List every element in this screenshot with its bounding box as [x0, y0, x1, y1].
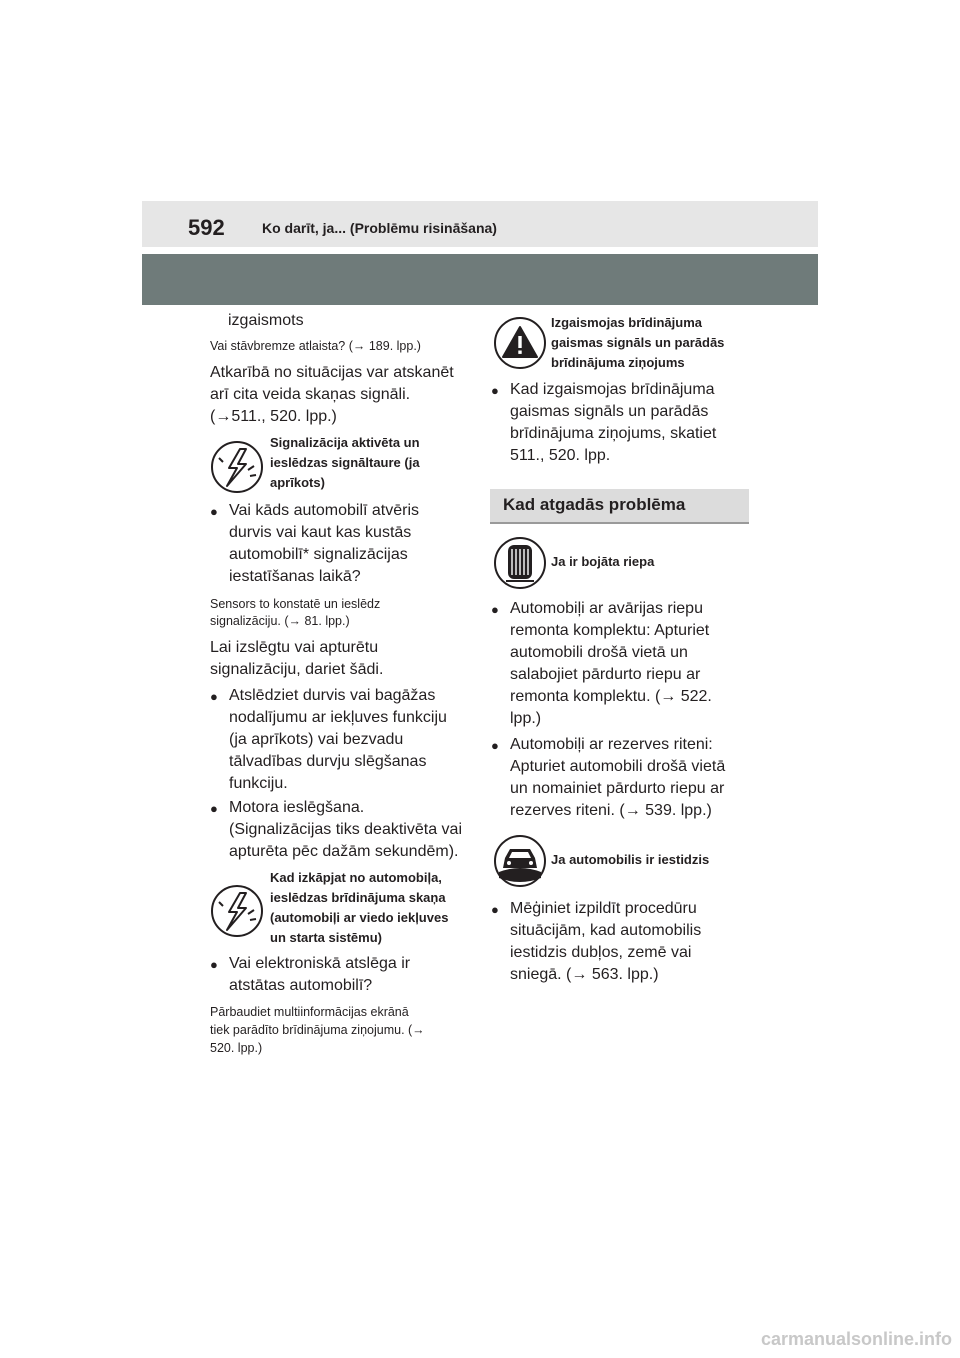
- text-line: signalizāciju, dariet šādi.: [210, 661, 384, 678]
- bullet-icon: ●: [210, 801, 218, 816]
- text-line: Mēģiniet izpildīt procedūru: [510, 900, 697, 917]
- text-line: atstātas automobilī?: [229, 977, 373, 994]
- text-line: Lai izslēgtu vai apturētu: [210, 639, 379, 656]
- text-line: funkciju.: [229, 775, 288, 792]
- bullet-icon: ●: [210, 689, 218, 704]
- text-line: Kad izkāpjat no automobiļa,: [270, 870, 442, 885]
- text-line: aprīkots): [270, 475, 325, 490]
- text-line: Atslēdziet durvis vai bagāžas: [229, 687, 436, 704]
- text-line: salabojiet pārdurto riepu ar: [510, 666, 701, 683]
- section-title: Kad atgadās problēma: [503, 495, 686, 514]
- header-band: [142, 254, 818, 305]
- continued-line: izgaismots: [228, 312, 304, 329]
- text-line: Apturiet automobili drošā vietā: [510, 758, 726, 775]
- text-line: (ja aprīkots) vai bezvadu: [229, 731, 404, 748]
- bullet-icon: ●: [491, 902, 499, 917]
- text-line: tiek parādīto brīdinājuma ziņojumu. (→: [210, 1023, 425, 1037]
- text-line: un nomainiet pārdurto riepu ar: [510, 780, 725, 797]
- text-line: automobili drošā vietā un: [510, 644, 688, 661]
- text-line: arī cita veida skaņas signāli.: [210, 386, 411, 403]
- text-line: Kad izgaismojas brīdinājuma: [510, 381, 715, 398]
- icon-title-flat-tire: Ja ir bojāta riepa: [551, 554, 655, 569]
- text-line: iestidzis dubļos, zemē vai: [510, 944, 692, 961]
- text-line: nodalījumu ar iekļuves funkciju: [229, 709, 447, 726]
- section-heading: [490, 489, 749, 524]
- text-line: Izgaismojas brīdinājuma: [551, 315, 702, 330]
- alarm-bolt-icon: [210, 440, 264, 499]
- text-line: Motora ieslēgšana.: [229, 799, 365, 816]
- text-line: ieslēdzas signāltaure (ja: [270, 455, 420, 470]
- text-line: rezerves riteni. (→ 539. lpp.): [510, 802, 712, 819]
- text-line: Automobiļi ar avārijas riepu: [510, 600, 703, 617]
- bullet-icon: ●: [491, 383, 499, 398]
- text-line: gaismas signāls un parādās: [551, 335, 725, 350]
- text-line: signalizāciju. (→ 81. lpp.): [210, 614, 350, 628]
- note-parking-brake: Vai stāvbremze atlaista? (→ 189. lpp.): [210, 339, 421, 353]
- text-line: gaismas signāls un parādās: [510, 403, 709, 420]
- text-line: Vai kāds automobilī atvēris: [229, 502, 420, 519]
- text-line: iestatīšanas laikā?: [229, 568, 361, 585]
- text-line: Signalizācija aktivēta un: [270, 435, 420, 450]
- text-line: (→511., 520. lpp.): [210, 408, 337, 425]
- text-line: un starta sistēmu): [270, 930, 382, 945]
- bullet-icon: ●: [491, 602, 499, 617]
- text-line: Vai elektroniskā atslēga ir: [229, 955, 411, 972]
- warning-triangle-icon: [493, 316, 547, 375]
- stuck-car-icon: [493, 834, 547, 893]
- text-line: (Signalizācijas tiks deaktivēta vai: [229, 821, 462, 838]
- icon-title-stuck: Ja automobilis ir iestidzis: [551, 852, 710, 867]
- text-line: Pārbaudiet multiinformācijas ekrānā: [210, 1005, 409, 1019]
- text-line: Automobiļi ar rezerves riteni:: [510, 736, 713, 753]
- text-line: ieslēdzas brīdinājuma skaņa: [270, 890, 446, 905]
- text-line: brīdinājuma ziņojums: [551, 355, 685, 370]
- text-line: (automobiļi ar viedo iekļuves: [270, 910, 449, 925]
- text-line: Atkarībā no situācijas var atskanēt: [210, 364, 454, 381]
- alarm-bolt-icon: [210, 884, 264, 943]
- text-line: remonta komplektu: Apturiet: [510, 622, 710, 639]
- text-line: situācijām, kad automobilis: [510, 922, 702, 939]
- text-line: brīdinājuma ziņojums, skatiet: [510, 425, 717, 442]
- text-line: tālvadības durvju slēgšanas: [229, 753, 427, 770]
- text-line: 511., 520. lpp.: [510, 447, 611, 464]
- text-line: 520. lpp.): [210, 1041, 263, 1055]
- text-line: lpp.): [510, 710, 542, 727]
- bullet-icon: ●: [491, 738, 499, 753]
- text-line: automobilī* signalizācijas: [229, 546, 408, 563]
- text-line: durvis vai kaut kas kustās: [229, 524, 412, 541]
- page-number: 592: [188, 215, 225, 240]
- running-title: Ko darīt, ja... (Problēmu risināšana): [262, 220, 497, 236]
- watermark: carmanualsonline.info: [760, 1329, 952, 1349]
- bullet-icon: ●: [210, 957, 218, 972]
- text-line: sniegā. (→ 563. lpp.): [510, 966, 659, 983]
- text-line: Sensors to konstatē un ieslēdz: [210, 597, 381, 611]
- bullet-icon: ●: [210, 504, 218, 519]
- text-line: apturēta pēc dažām sekundēm).: [229, 843, 459, 860]
- text-line: remonta komplektu. (→ 522.: [510, 688, 712, 705]
- flat-tire-icon: [493, 536, 547, 595]
